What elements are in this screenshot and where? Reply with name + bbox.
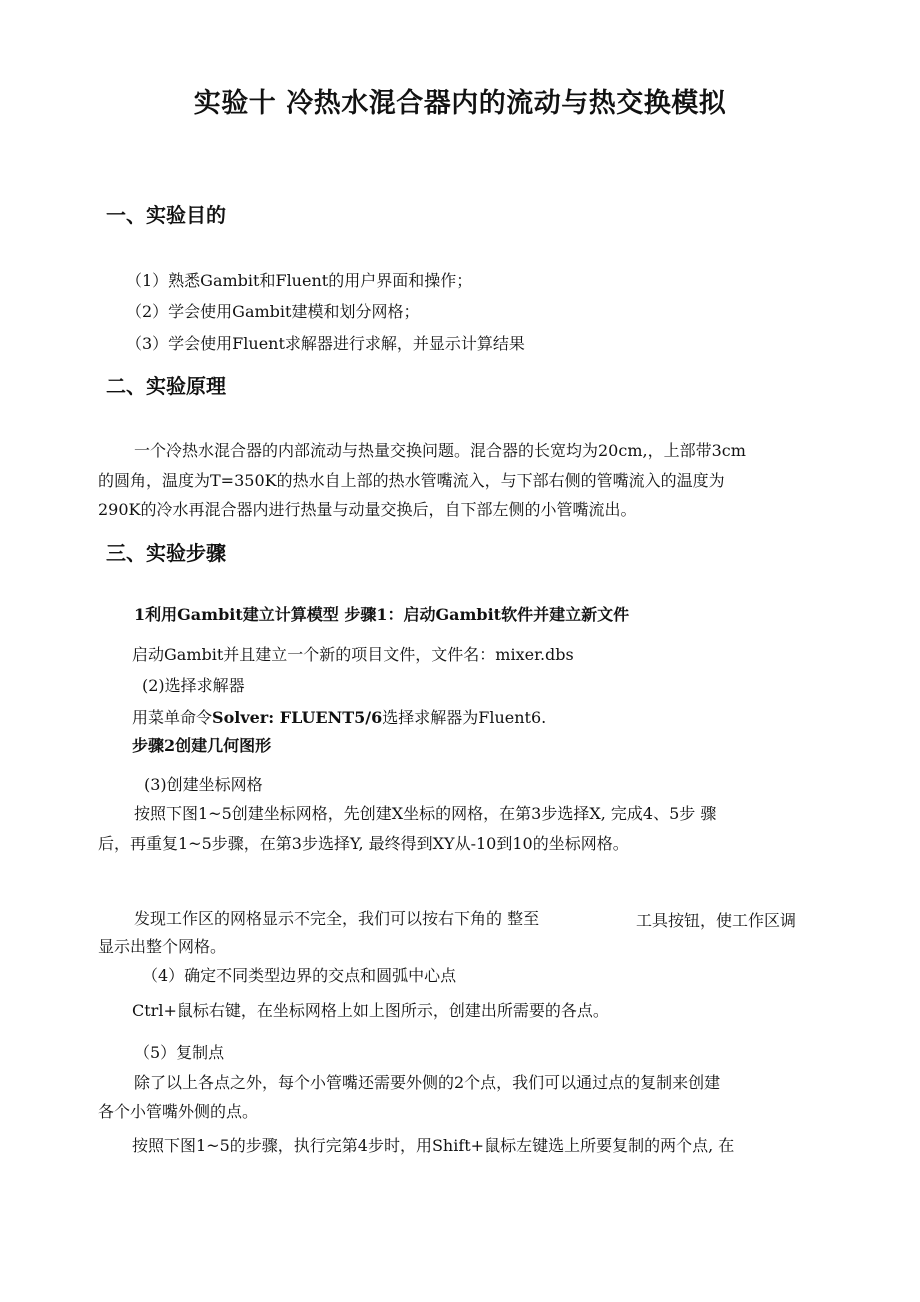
solver-suffix: 选择求解器为Fluent6.	[382, 708, 547, 727]
sub-heading: (3)创建坐标网格	[144, 775, 263, 794]
list-item: （1）熟悉Gambit和Fluent的用户界面和操作；	[126, 271, 473, 290]
list-item: （2）学会使用Gambit建模和划分网格；	[126, 302, 420, 321]
sub-heading: (2)选择求解器	[142, 676, 245, 695]
solver-prefix: 用菜单命令	[132, 708, 213, 727]
paragraph-line: Ctrl+鼠标右键，在坐标网格上如上图所示，创建出所需要的各点。	[132, 1001, 609, 1020]
paragraph-line: 一个冷热水混合器的内部流动与热量交换问题。混合器的长宽均为20cm,，上部带3cm	[134, 441, 746, 460]
sub-heading: （5）复制点	[134, 1043, 225, 1062]
section-heading-steps: 三、实验步骤	[106, 541, 226, 565]
paragraph-line: 各个小管嘴外侧的点。	[98, 1102, 259, 1121]
paragraph-line: 后，再重复1~5步骤，在第3步选择Y, 最终得到XY从-10到10的坐标网格。	[98, 834, 629, 853]
solver-command: Solver: FLUENT5/6	[212, 708, 383, 727]
paragraph-line: 的圆角，温度为T=350K的热水自上部的热水管嘴流入，与下部右侧的管嘴流入的温度为	[98, 471, 725, 490]
paragraph-line: 发现工作区的网格显示不完全，我们可以按右下角的 整至	[134, 909, 540, 928]
section-heading-principle: 二、实验原理	[106, 374, 226, 398]
section-heading-purpose: 一、实验目的	[106, 203, 226, 227]
solver-line	[132, 708, 546, 727]
paragraph-line: 工具按钮，使工作区调	[636, 911, 797, 930]
step-heading: 步骤2创建几何图形	[132, 736, 272, 755]
step-heading: 1利用Gambit建立计算模型 步骤1：启动Gambit软件并建立新文件	[134, 605, 630, 624]
paragraph-line: 按照下图1~5创建坐标网格，先创建X坐标的网格，在第3步选择X, 完成4、5步 骤	[134, 804, 717, 823]
list-item: （3）学会使用Fluent求解器进行求解，并显示计算结果	[126, 334, 525, 353]
paragraph-line: 按照下图1~5的步骤，执行完第4步时，用Shift+鼠标左键选上所要复制的两个点, 在	[132, 1136, 735, 1155]
paragraph-line: 除了以上各点之外，每个小管嘴还需要外侧的2个点，我们可以通过点的复制来创建	[134, 1073, 721, 1092]
page-title: 实验十 冷热水混合器内的流动与热交换模拟	[193, 88, 727, 119]
paragraph-line: 启动Gambit并且建立一个新的项目文件，文件名：mixer.dbs	[132, 645, 574, 664]
paragraph-line: 显示出整个网格。	[98, 937, 227, 956]
paragraph-line: 290K的冷水再混合器内进行热量与动量交换后，自下部左侧的小管嘴流出。	[98, 500, 637, 519]
sub-heading: （4）确定不同类型边界的交点和圆弧中心点	[142, 966, 457, 985]
